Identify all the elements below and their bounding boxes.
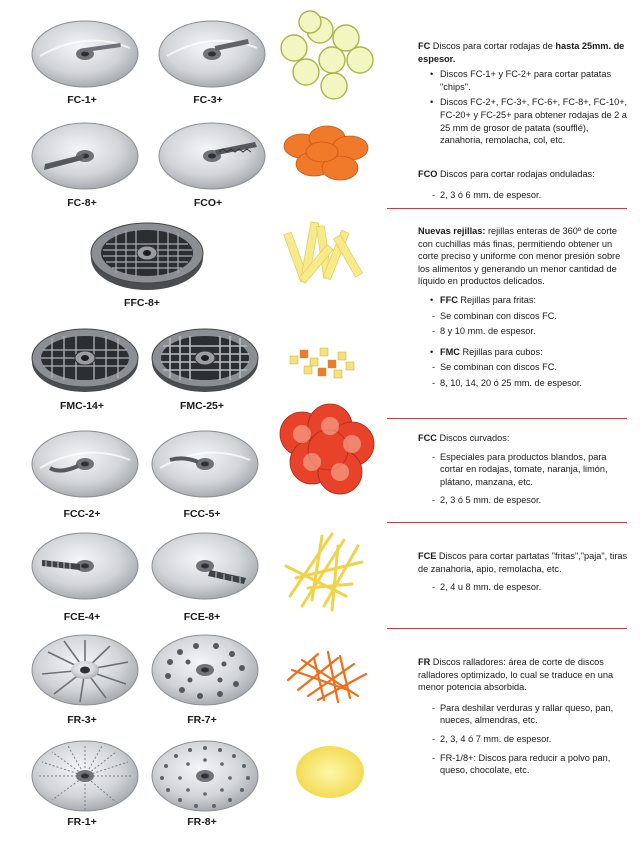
fr-code: FR	[418, 657, 431, 667]
diced-vegetables-image	[280, 336, 370, 391]
fr-intro: Discos ralladores: área de corte de discos ralladores optimizado, lo cual se traduce en una menor potencia absorbida.	[418, 657, 614, 693]
disc-fc-1-image	[30, 18, 140, 90]
carrot-slices-image	[272, 116, 377, 201]
disc-label: FCC-2+	[63, 508, 101, 520]
disc-ffc-8-image	[88, 218, 206, 292]
rejillas-title: Nuevas rejillas:	[418, 226, 486, 236]
disc-fce-4-image	[30, 530, 140, 602]
disc-label: FMC-14+	[59, 400, 105, 412]
fco-item: 2, 3 ó 6 mm. de espesor.	[440, 189, 542, 200]
disc-label: FR-8+	[187, 816, 217, 828]
fce-section: FCE Discos para cortar partatas "fritas","paja", tiras de zanahoria, apio, remolacha, etc. - 2, 4 u 8 mm. de espesor.	[418, 551, 628, 593]
fr-section: FR Discos ralladores: área de corte de discos ralladores optimizado, lo cual se traduce en una menor potencia absorbida. - Para deshilar verduras y rallar queso, pan, nueces, almendras, etc. - 2, 3, 4 ó 7 mm. de espesor. - FR-1/8+: Discos para reducir a polvo pan, queso, chocolate, etc.	[418, 656, 632, 777]
ffc-code: FFC	[440, 294, 458, 305]
fcc-code: FCC	[418, 433, 437, 443]
fcc-section: FCC Discos curvados: - Especiales para productos blandos, para cortar en rodajas, tomate, naranja, limón, plátano, manzana, etc. - 2, 3 ó 5 mm. de espesor.	[418, 432, 632, 507]
disc-fr-8-image	[150, 738, 260, 814]
ffc-item: Se combinan con discos FC.	[440, 310, 557, 321]
disc-fce-8-image	[150, 530, 260, 602]
grated-carrot-image	[278, 640, 378, 715]
potato-strips-image	[272, 526, 377, 621]
fco-section: FCO Discos para cortar rodajas onduladas: - 2, 3 ó 6 mm. de espesor.	[418, 169, 595, 200]
cucumber-slices-image	[272, 8, 377, 108]
fc-intro: Discos para cortar rodajas de	[430, 41, 556, 51]
disc-fc-3-image	[157, 18, 267, 90]
disc-label: FCC-5+	[183, 508, 221, 520]
potato-fries-image	[272, 212, 377, 297]
disc-label: FC-1+	[67, 94, 97, 106]
fce-item: 2, 4 u 8 mm. de espesor.	[440, 582, 542, 593]
disc-fr-3-image	[30, 632, 140, 708]
fmc-code: FMC	[440, 346, 460, 357]
fr-item: 2, 3, 4 ó 7 mm. de espesor.	[440, 733, 552, 744]
tomato-slices-image	[272, 400, 382, 515]
disc-label: FFC-8+	[124, 297, 160, 309]
fc-code: FC	[418, 41, 431, 51]
disc-fc-8-image	[30, 120, 140, 192]
fr-item: FR-1/8+: Discos para reducir a polvo pan, queso, chocolate, etc.	[440, 752, 611, 776]
disc-fmc-14-image	[30, 326, 140, 394]
fmc-item: 8, 10, 14, 20 ó 25 mm. de espesor.	[440, 377, 582, 388]
separator	[387, 418, 627, 419]
fc-section: FC Discos para cortar rodajas de hasta 25mm. de espesor. • Discos FC-1+ y FC-2+ para cortar patatas "chips". • Discos FC-2+, FC-3+, FC-6+, FC-8+, FC-10+, FC-20+ y FC-25+ para obtener rodajas de 2 a 25 mm de grosor de patata (soufflé), zanahoria, remolacha, col, etc.	[418, 40, 632, 147]
disc-label: FMC-25+	[179, 400, 225, 412]
fc-bullet-1: Discos FC-1+ y FC-2+ para cortar patatas "chips".	[440, 69, 612, 92]
disc-label: FR-1+	[67, 816, 97, 828]
separator	[387, 628, 627, 629]
fcc-intro: Discos curvados:	[436, 433, 510, 443]
fcc-item: Especiales para productos blandos, para cortar en rodajas, tomate, naranja, limón, plátano, manzana, etc.	[440, 451, 608, 487]
disc-label: FCE-8+	[183, 611, 221, 623]
disc-label: FC-8+	[67, 197, 97, 209]
fr-item: Para deshilar verduras y rallar queso, pan, nueces, almendras, etc.	[440, 702, 614, 726]
disc-fco-image	[157, 120, 267, 192]
disc-label: FCO+	[193, 197, 223, 209]
fco-intro: Discos para cortar rodajas onduladas:	[437, 169, 595, 179]
grated-cheese-image	[290, 742, 370, 807]
disc-fmc-25-image	[150, 326, 260, 394]
fmc-item: Se combinan con discos FC.	[440, 362, 557, 373]
disc-fcc-5-image	[150, 428, 260, 500]
separator	[387, 208, 627, 209]
separator	[387, 522, 627, 523]
fce-intro: Discos para cortar partatas "fritas","paja", tiras de zanahoria, apio, remolacha, etc.	[418, 551, 628, 574]
ffc-text: Rejillas para fritas:	[457, 294, 536, 305]
rejillas-section: Nuevas rejillas: rejillas enteras de 360º de corte con cuchillas más finas, permitiendo obtener un corte preciso y uniforme con menor presión sobre los alimentos y generando un menor cantidad de líquido en productos delicados. • FFC Rejillas para fritas: - Se combinan con discos FC. - 8 y 10 mm. de espesor. • FMC Rejillas para cubos: - Se combinan con discos FC. - 8, 10, 14, 20 ó 25 mm. de espesor.	[418, 226, 621, 388]
fmc-text: Rejillas para cubos:	[459, 346, 543, 357]
disc-label: FR-7+	[187, 714, 217, 726]
disc-label: FCE-4+	[63, 611, 101, 623]
fco-code: FCO	[418, 169, 438, 179]
disc-fr-1-image	[30, 738, 140, 814]
disc-label: FR-3+	[67, 714, 97, 726]
fcc-item: 2, 3 ó 5 mm. de espesor.	[440, 495, 542, 506]
rejillas-intro: rejillas enteras de 360º de corte con cuchillas más finas, permitiendo obtener un corte preciso y uniforme con menor presión sobre los alimentos y generando un menor cantidad de líquido en productos delicados.	[418, 226, 621, 287]
disc-label: FC-3+	[193, 94, 223, 106]
disc-fr-7-image	[150, 632, 260, 708]
fc-bullet-2: Discos FC-2+, FC-3+, FC-6+, FC-8+, FC-10+, FC-20+ y FC-25+ para obtener rodajas de 2 a 25 mm de grosor de patata (soufflé), zanahoria, remolacha, col, etc.	[440, 97, 628, 146]
fce-code: FCE	[418, 551, 437, 561]
fc-intro-bold: hasta 25mm. de espesor.	[418, 41, 625, 64]
ffc-item: 8 y 10 mm. de espesor.	[440, 326, 536, 337]
disc-fcc-2-image	[30, 428, 140, 500]
